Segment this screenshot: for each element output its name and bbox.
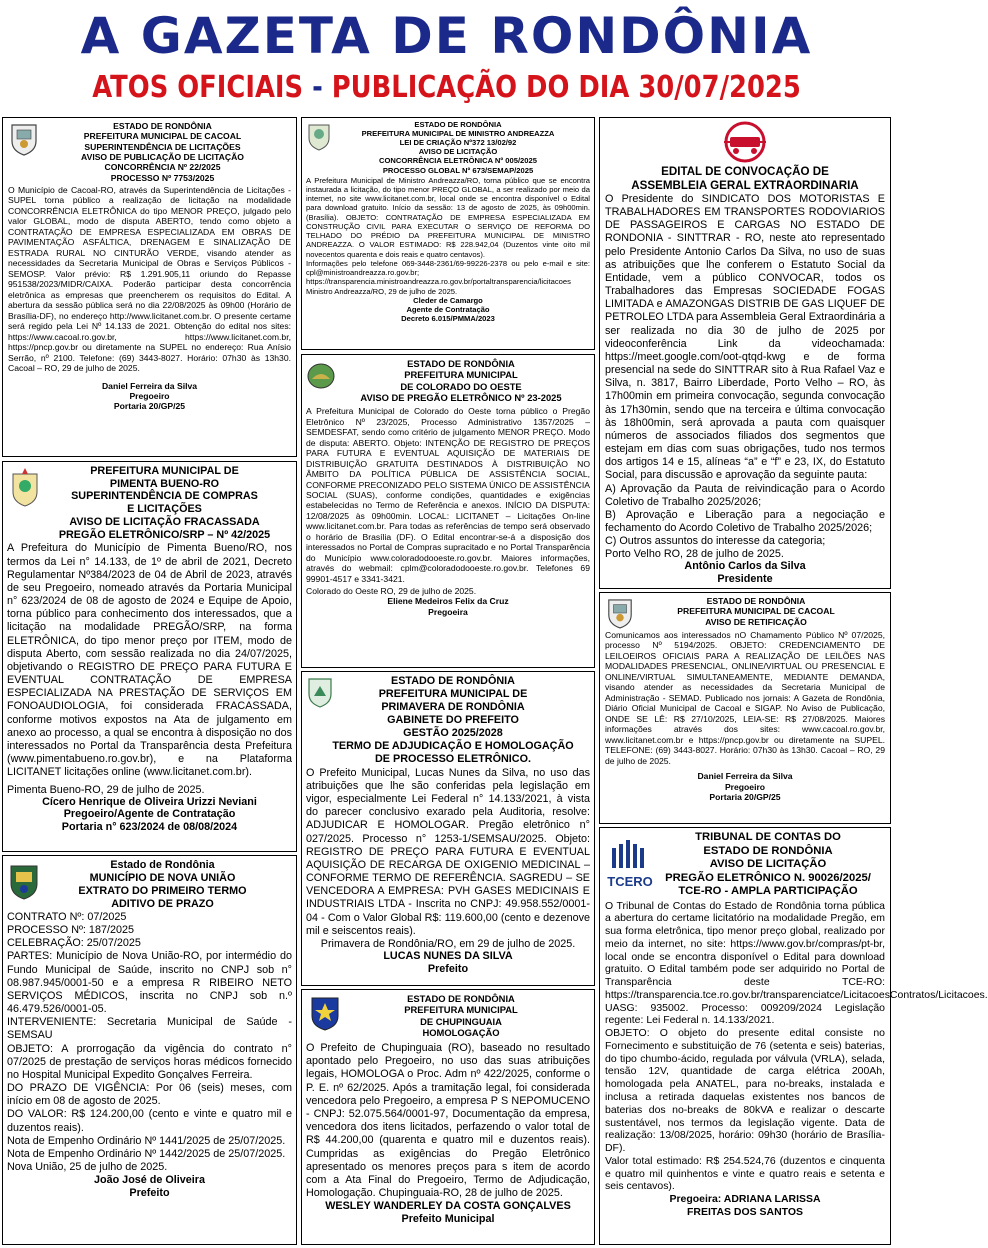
notice-signature: Daniel Ferreira da Silva Pregoeiro Portaria 20/GP/25	[101, 380, 198, 412]
notice-body: A Prefeitura do Município de Pimenta Bueno/RO, nos termos da Lei n° 14.133, de 1º de abril de 2021, Decreto Regulamentar Nº384/2023 de 04 de Abril de 2023, através de seu Pregoeiro, nomeado através da Portaria Municipal n° 623/2024 de 08 de agosto de 2024 e Equipe de Apoio, torna público para conhecimento dos interessados, que a licitação na modalidade PREGÃO/SRP, na forma ELETRÔNICA, do tipo menor preço por ITEM, modo de disputa Aberto, com sessão realizada no dia 24/07/2025, objetivando o REGISTRO DE PREÇO PARA FUTURA E EVENTUAL CONTRATAÇÃO DE EMPRESA ESPECIALIZADA NA PRESTAÇÃO DE SERVIÇOS EM FONOAUDIOLOGIA, foi considerada FRACASSADA, conforme motivos expostos na Ata de julgamento em anexo ao processo, a qual se encontra à disposição no dos interessados no Portal da Transparência desta Prefeitura (www.pimentabueno.ro.gov.br), e na Plataforma LICITANET licitações online (www.licitanet.com.br).	[7, 542, 292, 779]
newspaper-subtitle: ATOS OFICIAIS - PUBLICAÇÃO DO DIA 30/07/2025	[92, 70, 801, 105]
notice-cacoal-retificacao	[599, 592, 891, 824]
notice-signature: Pregoeira: ADRIANA LARISSA FREITAS DOS SANTOS	[669, 1194, 821, 1218]
notice-cacoal-licitacao	[2, 117, 297, 457]
tce-ro-logo-text: TCERO	[607, 874, 653, 889]
newspaper-title: A GAZETA DE RONDÔNIA	[80, 7, 813, 65]
notice-body: Comunicamos aos interessados nO Chamamento Público Nº 07/2025, processo Nº 5194/2025. OBJETO: CREDENCIAMENTO DE LEILOEIROS OFICIAIS PARA A REALIZAÇÃO DE LEILÕES NAS MODALIDADES PRESENCIAL, ONLINE/VIRTUAL OU PRESENCIAL E ONLINE/VIRTUAL SIMULTANEAMENTE, MEDIANTE DEMANDA, visando atender as necessidades da Secretaria Municipal de Administração - SEMAD. Publicado nos jornais: A Gazeta de Rondônia, Diário Oficial Municipal de Cacoal e SIGAP. No Aviso de Publicação, ONDE SE LÊ: R$ 27/10/2025, LEIA-SE: R$ 27/08/2025. Maiores informações através dos sites: www.cacoal.ro.gov.br, www.licitanet.com.br e https://pncp.gov.br ou diretamente na SUPEL. TELEFONE: (69) 3443-8027. Horário: 07h30 às 13h30. Cacoal – RO, 29 de julho de 2025.	[605, 629, 885, 766]
notice-body: O Prefeito Municipal, Lucas Nunes da Silva, no uso das atribuições que lhe são conferidas pela legislação em vigor, especialmente Lei Federal n° 14.133/2021, à vista do parecer conclusivo exarado pela Auditoria, resolve: ADJUDICAR E HOMOLOGAR. Pregão eletrônico n° 027/2025. Processo n° 1253-1/SEMSAU/2025. Objeto: REGISTRO DE PREÇO PARA FUTURA E EVENTUAL AQUISIÇÃO DE RECARGA DE OXIGENIO MEDICINAL – CONFORME TERMO DE REFERÊNCIA. SAGREDU – SE VENCEDORA A EMPRESA: PVH GASES MEDICINAIS E INDUSTRIAIS LTDA - Inscrita no CNPJ: 49.958.552/0001-04 - Com o Valor Global R$: 119.600,00 (cento e dezenove mil e seiscentos reais).	[306, 766, 590, 937]
notice-title: ESTADO DE RONDÔNIA PREFEITURA MUNICIPAL DE CACOAL SUPERINTENDÊNCIA DE LICITAÇÕES AVISO DE PUBLICAÇÃO DE LICITAÇÃO CONCORRÊNCIA Nº 22/2025 PROCESSO Nº 7753/2025	[81, 121, 244, 183]
notice-date: Ministro Andreazza/RO, 29 de julho de 2025.	[306, 286, 458, 296]
notice-title: TRIBUNAL DE CONTAS DO ESTADO DE RONDÔNIA AVISO DE LICITAÇÃO PREGÃO ELETRÔNICO N. 90026/2025/ TCE-RO - AMPLA PARTICIPAÇÃO	[665, 831, 871, 897]
notice-title: ESTADO DE RONDÔNIA PREFEITURA MUNICIPAL DE MINISTRO ANDREAZZA LEI DE CRIAÇÃO Nº372 13/02/92 AVISO DE LICITAÇÃO CONCORRÊNCIA ELETRÔNICA Nº 005/2025 PROCESSO GLOBAL Nº 673/SEMAP/2025	[361, 120, 555, 175]
nova-uniao-coat-of-arms-icon	[7, 862, 41, 902]
notice-sinttrar-assembleia	[599, 117, 891, 589]
notice-nova-uniao	[2, 855, 297, 1245]
notice-signature: Eliene Medeiros Felix da Cruz Pregoeira	[387, 596, 509, 617]
notice-title: PREFEITURA MUNICIPAL DE PIMENTA BUENO-RO SUPERINTENDÊNCIA DE COMPRAS E LICITAÇÕES AVISO DE LICITAÇÃO FRACASSADA PREGÃO ELETRÔNICO/SRP – Nº 42/2025	[58, 465, 271, 541]
primavera-coat-of-arms-icon	[306, 676, 334, 710]
notice-title: ESTADO DE RONDÔNIA PREFEITURA MUNICIPAL DE PRIMAVERA DE RONDÔNIA GABINETE DO PREFEITO GESTÃO 2025/2028 TERMO DE ADJUDICAÇÃO E HOMOLOGAÇÃO DE PROCESSO ELETRÔNICO.	[332, 675, 574, 765]
notice-title: ESTADO DE RONDÔNIA PREFEITURA MUNICIPAL DE COLORADO DO OESTE AVISO DE PREGÃO ELETRÔNICO Nº 23-2025	[360, 358, 562, 403]
notice-body: O Tribunal de Contas do Estado de Rondônia torna pública a abertura do certame licitatório na modalidade Pregão, em sua forma eletrônica, tipo menor preço global, realizado por meio da internet, no site: https://www.gov.br/compras/pt-br, local onde se encontra disponível o Edital para download gratuito. O Edital também pode ser adquirido no Portal de Transparência deste TCE-RO: https://transparencia.tce.ro.gov.br/transparenciatce/LicitacoesContratos/Licitacoes.	[605, 900, 988, 1001]
notice-signature: Cleder de Camargo Agente de Contratação Decreto 6.015/PMMA/2023	[401, 295, 495, 323]
notice-title: Estado de Rondônia MUNICÍPIO DE NOVA UNIÃO EXTRATO DO PRIMEIRO TERMO ADITIVO DE PRAZO	[78, 859, 247, 910]
notice-date: Porto Velho RO, 28 de julho de 2025.	[605, 548, 784, 561]
notice-date: Colorado do Oeste RO, 29 de julho de 2025.	[306, 586, 477, 597]
agenda-item-b: B) Aprovação e Liberação para a negociação e fechamento do Acordo Coletivo de Trabalho 2025/2026;	[605, 508, 885, 535]
notice-signature: Antônio Carlos da Silva Presidente	[684, 560, 806, 586]
notice-primavera-de-rondonia	[301, 671, 595, 986]
notice-date: Pimenta Bueno-RO, 29 de julho de 2025.	[7, 783, 205, 796]
notice-body: O Prefeito de Chupinguaia (RO), baseado no resultado apontado pelo Pregoeiro, no uso das suas atribuições legais, HOMOLOGA o Proc. Adm nº 422/2025, conforme o P. E. nº 62/2025. Após a tramitação legal, foi considerada vencedora pelo Pregoeiro, a empresa P S NEPOMUCENO - CNPJ: 52.075.564/0001-97, Documentação da empresa, vencedora dos itens licitados, perfazendo o valor total de R$ 44.200,00 (quarenta e quatro mil e duzentos reais). Cumpridas as exigências do Pregão Eletrônico apresentado os menores preços para s item de acordo com a Ata Final do Pregoeiro, Termo de Adjudicação, Homologação. Chupinguaia-RO, 28 de julho de 2025.	[306, 1042, 590, 1200]
notice-pimenta-bueno	[2, 461, 297, 852]
notice-valor: Valor total estimado: R$ 254.524,76 (duzentos e cinquenta e quatro mil quinhentos e vinte e quatro reais e setenta e seis centavos).	[605, 1155, 885, 1193]
notice-signature: Daniel Ferreira da Silva Pregoeiro Portaria 20/GP/25	[697, 771, 793, 802]
notice-tce-ro	[599, 827, 988, 1245]
notice-date: Primavera de Rondônia/RO, em 29 de julho de 2025.	[320, 937, 576, 950]
notice-uasg: UASG: 935002. Processo: 009209/2024 Legislação regente: Lei Federal n. 14.133/2021.	[605, 1002, 885, 1027]
cacoal-coat-of-arms-icon	[9, 122, 39, 156]
chupinguaia-coat-of-arms-icon	[308, 994, 342, 1032]
notice-body: A Prefeitura Municipal de Colorado do Oeste torna público o Pregão Eletrônico Nº 23/2025, Processo Administrativo 1357/2025 – SEMDESFAT, sendo como critério de julgamento MENOR PREÇO. Modo de disputa: ABERTO. Objeto: INTENÇÃO DE REGISTRO DE PREÇOS PARA FUTURA E EVENTUAL AQUISIÇÃO DE MATERIAIS DE DISTRIBUIÇÃO GRATUITA DESTINADOS À DISTRIBUIÇÃO NO ÂMBITO DA POLÍTICA PÚBLICA DE ASSISTÊNCIA SOCIAL, CONFORME PRECONIZADO PELO SISTEMA ÚNICO DE ASSISTÊNCIA SOCIAL (SUAS), conforme condições, quantidades e exigências estabelecidas no Termo de Referência e anexos. INÍCIO DA DISPUTA: 12/08/2025 às 09h00min. LOCAL: LICITANET – Licitações On-line www.licitanet.com.br. Para todas as referências de tempo será observado o horário de Brasília (DF). O Edital encontrar-se-á a disposição dos interessados no Portal de Compras supracitado e no Portal Transparência do Município www.coloradodooeste.ro.gov.br. Maiores informações, através do webmail: cplm@coloradodooeste.ro.gov.br. Telefones 69 99901-4517 e 3341-3421.	[306, 406, 590, 584]
pimenta-bueno-coat-of-arms-icon	[9, 468, 41, 508]
notice-objeto: OBJETO: O objeto do presente edital consiste no Fornecimento e substituição de 76 (setenta e seis) baterias, do tipo chumbo-ácido, regulada por válvula (VRLA), selada, tensão 12V, quantidade de carga elétrica 200Ah, homologada pela ANATEL, para no-breaks, instalada e inclusa a retirada daquelas existentes nos bancos de baterias dos no-breaks de 80kVA e realizar o descarte sustentável, nos termos da legislação vigente. Data de realização: 13/08/2025, horário: 09h30 (horário de Brasília-DF).	[605, 1028, 885, 1155]
tce-ro-logo	[606, 840, 654, 889]
notice-body: O Presidente do SINDICATO DOS MOTORISTAS E TRABALHADORES EM TRANSPORTES RODOVIARIOS DE PASSAGEIROS E CARGAS NO ESTADO DE RONDONIA - SINTTRAR - RO, neste ato representado pelo Presidente Antonio Carlos Da Silva, no uso de suas as atribuições que lhe conferem o Estatuto Social da Entidade, vem a público CONVOCAR, todos os Trabalhadores das Empresas SOCIEDADE FOGAS LIMITADA e AMAZONGAS DISTRIB DE GAS LIQUEF DE PETROLEO LTDA para Assembleia Geral Extraordinária a ser realizada no dia 30 de julho de 2025 por videoconferência Link da videochamada: https://meet.google.com/oot-qtqd-kwg e de forma presencial na sede do SINTTRAR sito à Rua Rafael Vaz e Silva, n. 3817, Bairro Liberdade, Porto Velho – RO, às 17h00min em primeira convocação, segunda convocação às 17h30min, sendo que na terceira e última convocação às 18h00min, será aprovada a pauta com quaisquer números de associados filiados dos segmentos que estejam em dias com suas obrigações, tudo nos termos dos artigos 14 e 15, alíneas “a” e “f” e 23, IX, do Estatuto Social, para discussão e aprovação da seguinte pauta:	[605, 192, 885, 482]
sinttrar-logo-icon	[605, 121, 885, 165]
notice-ministro-andreazza	[301, 117, 595, 350]
agenda-item-a: A) Aprovação da Pauta de reivindicação para o Acordo Coletivo de Trabalho 2025/2026;	[605, 482, 885, 508]
notice-colorado-do-oeste	[301, 354, 595, 668]
notice-signature: LUCAS NUNES DA SILVA Prefeito	[383, 949, 513, 975]
notice-chupinguaia	[301, 989, 595, 1245]
notice-body: CONTRATO Nº: 07/2025 PROCESSO Nº: 187/2025 CELEBRAÇÃO: 25/07/2025 PARTES: Município de Nova União-RO, por intermédio do Fundo Municipal de Saúde, inscrito no CNPJ sob n° 08.987.945/0001-50 e a empresa R RIBEIRO NETO SERVIÇOS MÉDICOS, inscrita no CNPJ sob n.º 46.479.526/0001-05. INTERVENIENTE: Secretaria Municipal de Saúde - SEMSAU OBJETO: A prorrogação da vigência do contrato n° 07/2025 de prestação de serviços horas médicos fornecido no Hospital Municipal Expedito Gonçalves Ferreira. DO PRAZO DE VIGÊNCIA: Por 06 (seis) meses, com início em 08 de agosto de 2025. DO VALOR: R$ 124.200,00 (cento e vinte e quatro mil e duzentos reais). Nota de Empenho Ordinário Nº 1441/2025 de 25/07/2025. Nota de Empenho Ordinário Nº 1442/2025 de 25/07/2025. Nova União, 25 de julho de 2025.	[7, 910, 292, 1174]
cacoal-coat-of-arms-icon	[606, 597, 634, 629]
notice-signature: Cícero Henrique de Oliveira Urizzi Neviani Pregoeiro/Agente de Contratação Portaria n° 623/2024 de 08/08/2024	[42, 795, 257, 834]
notice-signature: WESLEY WANDERLEY DA COSTA GONÇALVES Prefeito Municipal	[325, 1200, 571, 1226]
agenda-item-c: C) Outros assuntos do interesse da categoria;	[605, 535, 826, 548]
notice-body: O Município de Cacoal-RO, através da Superintendência de Licitações - SUPEL torna público a realização de licitação na modalidade CONCORRÊNCIA ELETRÔNICA do tipo MENOR PREÇO, julgado pelo valor GLOBAL, modo de disputa ABERTO, tendo como objeto a CONTRATAÇÃO DE EMPRESA ESPECIALIZADA EM OBRAS DE PAVIMENTAÇÃO ASFÁLTICA, DRENAGEM E SINALIZAÇÃO DE ESTRADA RURAL NO CINTURÃO VERDE, visando atender as necessidades da Secretaria Municipal de Obras e Serviços Públicos - SEMOSP. Valor prévio: R$ 1.291.905,11 oriundo do Repasse 951538/2023/MIDR/CAIXA. Poderão participar desta concorrência eletrônica as empresas que preencherem os requisitos do Edital. A abertura da sessão pública será no dia 22/08/2025 às 09h00 (Horário de Brasília-DF), no endereço http://www.licitanet.com.br. O presente certame será regido pela Lei Nº 14.133 de 2021. Obtenção do edital nos sites: https://www.cacoal.ro.gov.br, https://www.licitanet.com.br, https://pncp.gov.br ou diretamente na SUPEL no endereço: Rua Anísio Serrão, nº 2100. Telefone: (69) 3443-8027. Horário: 07h30 às 13h30. Cacoal – RO, 29 de julho de 2025.	[8, 184, 291, 374]
notice-title: ESTADO DE RONDÔNIA PREFEITURA MUNICIPAL DE CACOAL AVISO DE RETIFICAÇÃO	[677, 596, 835, 627]
ministro-andreazza-coat-of-arms-icon	[306, 122, 332, 152]
notice-title: EDITAL DE CONVOCAÇÃO DE ASSEMBLEIA GERAL EXTRAORDINARIA	[631, 165, 859, 192]
colorado-coat-of-arms-icon	[306, 361, 336, 391]
notice-contact-info: Informações pelo telefone 069-3448-2361/69-99226-2378 ou pelo e-mail e site: cpl@ministroandreazza.ro.gov.br; https://transparencia.ministroandreazza.ro.gov.br/portaltransparencia/licitacoes	[306, 258, 590, 287]
notice-body: A Prefeitura Municipal de Ministro Andreazza/RO, torna público que se encontra instaurada a licitação, do tipo menor PREÇO GLOBAL, a ser realizado por meio da internet, no site www.licitanet.com.br, local onde se encontra disponível o Edital para download gratuito. Início da sessão: 13 de agosto de 2025, às 09h00min. (Brasília). OBJETO: CONTRATAÇÃO DE EMPRESA ESPECIALIZADA EM CONSTRUÇÃO CIVIL PARA EXECUTAR O SERVIÇO DE REFORMA DO TELHADO DO PRÉDIO DA PREFEITURA MUNICIPAL DE MINISTRO ANDREAZZA. O VALOR ESTIMADO: R$ 228.942,04 (Duzentos vinte oito mil novecentos quarenta e dois reais e quatro centavos).	[306, 175, 590, 259]
notice-title: ESTADO DE RONDÔNIA PREFEITURA MUNICIPAL DE CHUPINGUAIA HOMOLOGAÇÃO	[404, 993, 518, 1038]
notice-signature: João José de Oliveira Prefeito	[93, 1174, 206, 1200]
